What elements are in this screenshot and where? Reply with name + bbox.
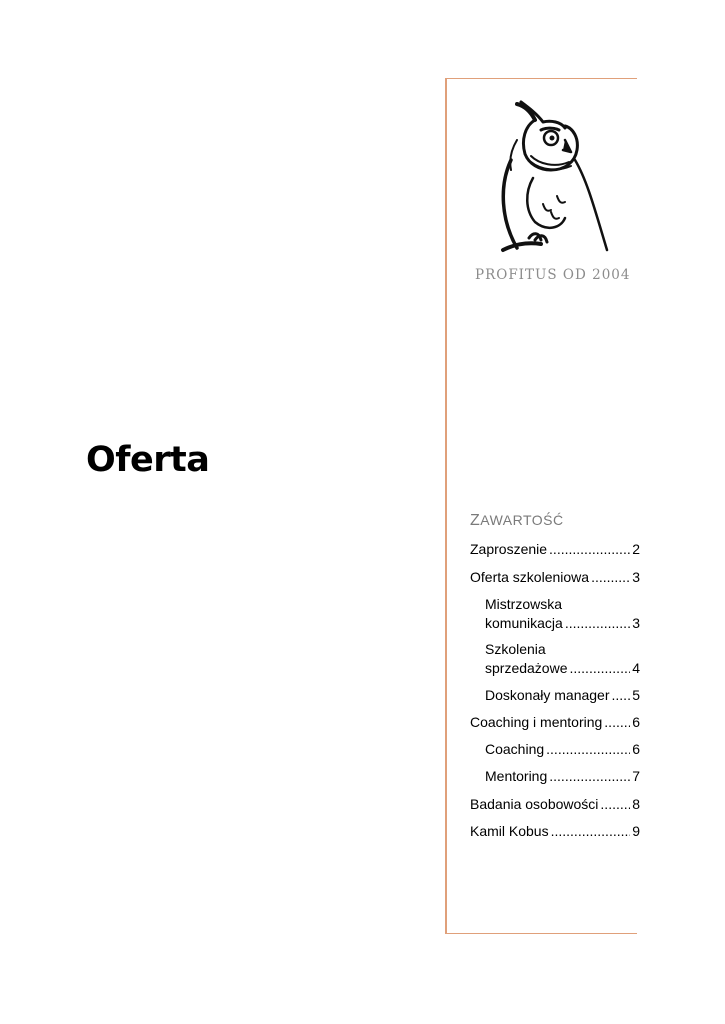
toc-entry-page: 7 (632, 768, 640, 784)
owl-icon (495, 100, 615, 256)
toc-entry-label-line1: Szkolenia (485, 641, 546, 657)
sidebar-bottom-rule (447, 933, 637, 934)
toc-entry-zaproszenie[interactable] (470, 540, 640, 559)
toc-entry-page: 5 (632, 687, 640, 703)
toc-entry-mistrzowska-komunikacja[interactable] (470, 595, 640, 633)
toc-entry-page: 4 (632, 660, 640, 676)
toc-entry-label: Coaching i mentoring (470, 714, 603, 730)
toc-entry-doskonaly-manager[interactable] (470, 686, 640, 705)
toc-entry-label: Zaproszenie (470, 541, 548, 557)
toc-entry-page: 3 (632, 615, 640, 631)
sidebar-panel (445, 78, 640, 934)
brand-tagline: PROFITUS OD 2004 (475, 267, 631, 283)
toc-heading (470, 512, 564, 530)
sidebar-top-rule (447, 78, 637, 79)
table-of-contents (470, 540, 640, 841)
toc-entry-label: Kamil Kobus (470, 823, 549, 839)
toc-entry-page: 6 (632, 741, 640, 757)
toc-entry-page: 6 (632, 714, 640, 730)
toc-entry-kamil-kobus[interactable] (470, 822, 640, 841)
toc-entry-label: Coaching (485, 741, 545, 757)
toc-entry-label-line1: Mistrzowska (485, 596, 563, 612)
toc-entry-label: komunikacja (485, 615, 563, 631)
toc-entry-mentoring[interactable] (470, 767, 640, 786)
toc-entry-page: 8 (632, 796, 640, 812)
toc-heading-rest: AWARTOŚĆ (480, 512, 564, 528)
toc-entry-szkolenia-sprzedazowe[interactable] (470, 640, 640, 678)
toc-entry-label: Doskonały manager (485, 687, 610, 703)
toc-entry-label: Oferta szkoleniowa (470, 569, 590, 585)
toc-entry-badania-osobowosci[interactable] (470, 795, 640, 814)
toc-entry-label: sprzedażowe (485, 660, 568, 676)
toc-heading-initial: Z (470, 512, 481, 529)
toc-entry-label: Mentoring (485, 768, 548, 784)
toc-entry-label: Badania osobowości (470, 796, 599, 812)
toc-entry-oferta-szkoleniowa[interactable] (470, 568, 640, 587)
toc-entry-page: 9 (632, 823, 640, 839)
toc-entry-page: 2 (632, 541, 640, 557)
toc-entry-coaching[interactable] (470, 740, 640, 759)
document-title: Oferta (86, 440, 210, 480)
toc-entry-coaching-i-mentoring[interactable] (470, 713, 640, 732)
toc-entry-page: 3 (632, 569, 640, 585)
